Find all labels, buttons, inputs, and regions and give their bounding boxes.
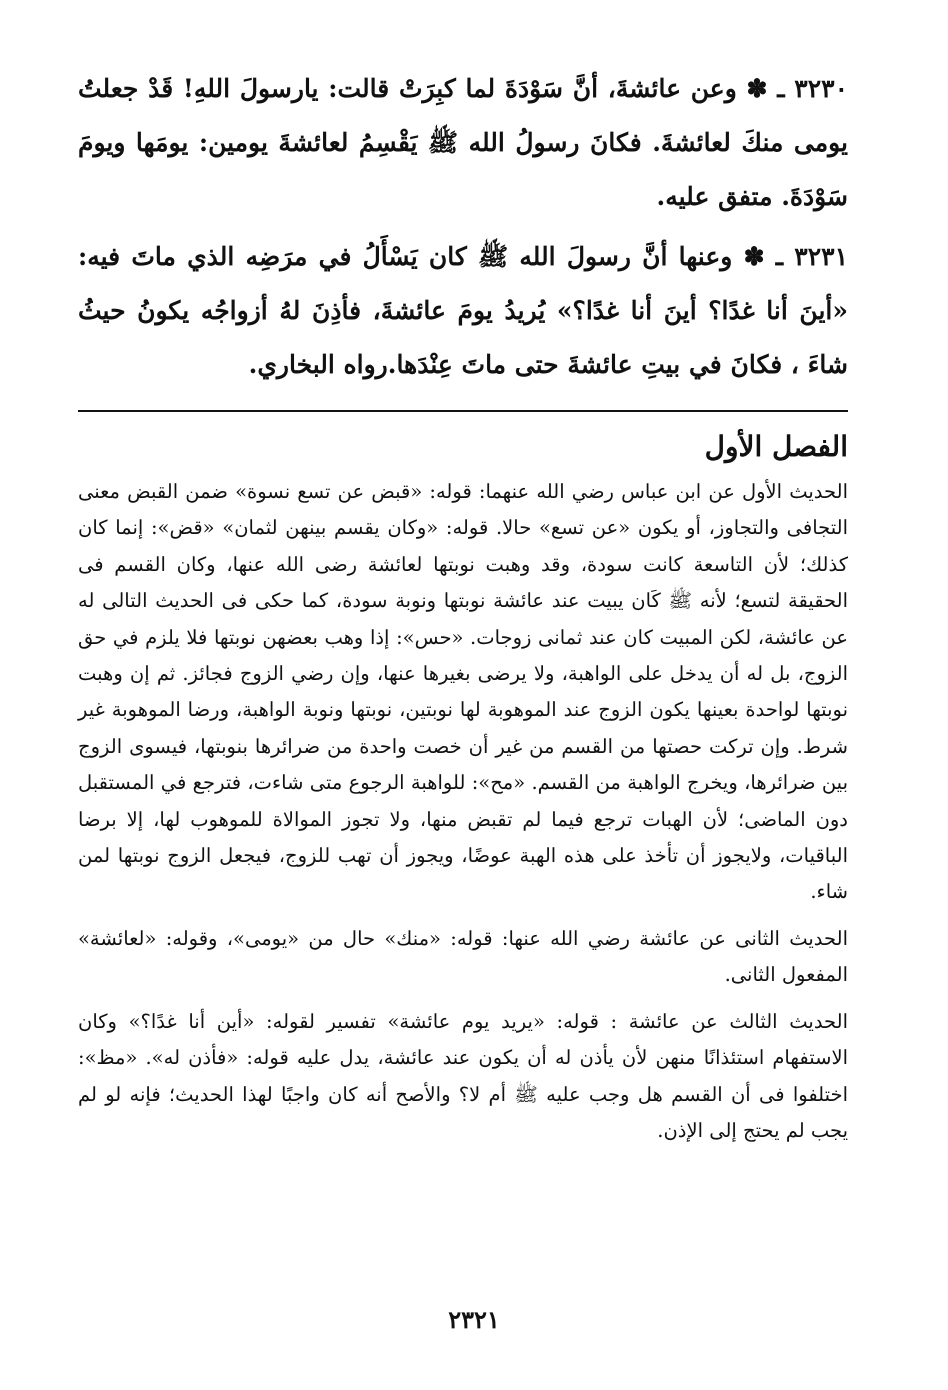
commentary-paragraph-1: الحديث الأول عن ابن عباس رضي الله عنهما: قوله: «قبض عن تسع نسوة» ضمن القبض معنى التجافى والتجاوز، أو يكون «عن تسع» حالا. قوله: «وكان يقسم بينهن لثمان» «قض»: إنما كان كذلك؛ لأن التاسعة كانت سودة، وقد وهبت نوبتها لعائشة رضى الله عنها، وكان القسم فى الحقيقة لتسع؛ لأنه ﷺ كَان يبيت عند عائشة نوبتها ونوبة سودة، كما حكى فى الحديث التالى له عن عائشة، لكن المبيت كان عند ثمانى زوجات. «حس»: إذا وهب بعضهن نوبتها فلا يلزم في حق الزوج، بل له أن يدخل على الواهبة، ولا يرضى بغيرها عنها، وإن رضي الزوج فجائز. ثم إن وهبت نوبتها لواحدة بعينها يكون الزوج عند الموهوبة لها نوبتين، نوبتها ونوبة الواهبة، ورضا الموهوبة غير شرط. وإن تركت حصتها من القسم من غير أن خصت واحدة من ضرائرها بنوبتها، فيسوى الزوج بين ضرائرها، ويخرج الواهبة من القسم. «مح»: للواهبة الرجوع متى شاءت، فترجع في المستقبل دون الماضى؛ لأن الهبات ترجع فيما لم تقبض منها، ولا تجوز الموالاة للموهوب لها، إلا برضا الباقيات، ولايجوز أن تأخذ على هذه الهبة عوضًا، ويجوز أن تهب للزوج، فيجعل الزوج نوبتها لمن شاء.: [78, 480, 848, 904]
page-number: ٢٣٢١: [448, 1305, 500, 1334]
section-title: الفصل الأول: [704, 430, 848, 463]
hadith-3231: ٣٢٣١ ـ ✽ وعنها أنَّ رسولَ الله ﷺ كان يَسْأَلُ في مرَضِه الذي ماتَ فيه: «أينَ أنا غدًا؟ أينَ أنا غدًا؟» يُريدُ يومَ عائشةَ، فأذِنَ لهُ أزواجُه يكونُ حيثُ شاءَ ، فكانَ في بيتِ عائشةَ حتى ماتَ عِنْدَها.رواه البخاري.: [78, 242, 848, 379]
commentary-paragraph-3: الحديث الثالث عن عائشة : قوله: «يريد يوم عائشة» تفسير لقوله: «أين أنا غدًا؟» وكان الاستفهام استئذانًا منهن لأن يأذن له أن يكون عند عائشة، يدل عليه قوله: «فأذن له». «مظ»: اختلفوا فى أن القسم هل وجب عليه ﷺ أم لا؟ والأصح أنه كان واجبًا لهذا الحديث؛ فإنه لو لم يجب لم يحتج إلى الإذن.: [78, 1009, 848, 1142]
hadith-number: ٣٢٣٠: [794, 74, 848, 103]
page-body: [78, 62, 848, 1159]
commentary-paragraph-2: الحديث الثانى عن عائشة رضي الله عنها: قوله: «منك» حال من «يومى»، وقوله: «لعائشة» المفعول الثانى.: [78, 926, 848, 987]
hadith-text: وعن عائشةَ، أنَّ سَوْدَةَ لما كبِرَتْ قالت: يارسولَ اللهِ! قَدْ جعلتُ يومى منكَ لعائشةَ. فكانَ رسولُ الله ﷺ يَقْسِمُ لعائشةَ يومين: يومَها ويومَ سَوْدَةَ. متفق عليه.: [78, 74, 848, 211]
hadith-number: ٣٢٣١: [794, 242, 848, 271]
section-divider: [78, 410, 848, 412]
hadith-text: وعنها أنَّ رسولَ الله ﷺ كان يَسْأَلُ في مرَضِه الذي ماتَ فيه: «أينَ أنا غدًا؟ أينَ أنا غدًا؟» يُريدُ يومَ عائشةَ، فأذِنَ لهُ أزواجُه يكونُ حيثُ شاءَ ، فكانَ في بيتِ عائشةَ حتى ماتَ عِنْدَها.رواه البخاري.: [78, 242, 848, 379]
hadith-3230: ٣٢٣٠ ـ ✽ وعن عائشةَ، أنَّ سَوْدَةَ لما كبِرَتْ قالت: يارسولَ اللهِ! قَدْ جعلتُ يومى منكَ لعائشةَ. فكانَ رسولُ الله ﷺ يَقْسِمُ لعائشةَ يومين: يومَها ويومَ سَوْدَةَ. متفق عليه.: [78, 74, 848, 211]
